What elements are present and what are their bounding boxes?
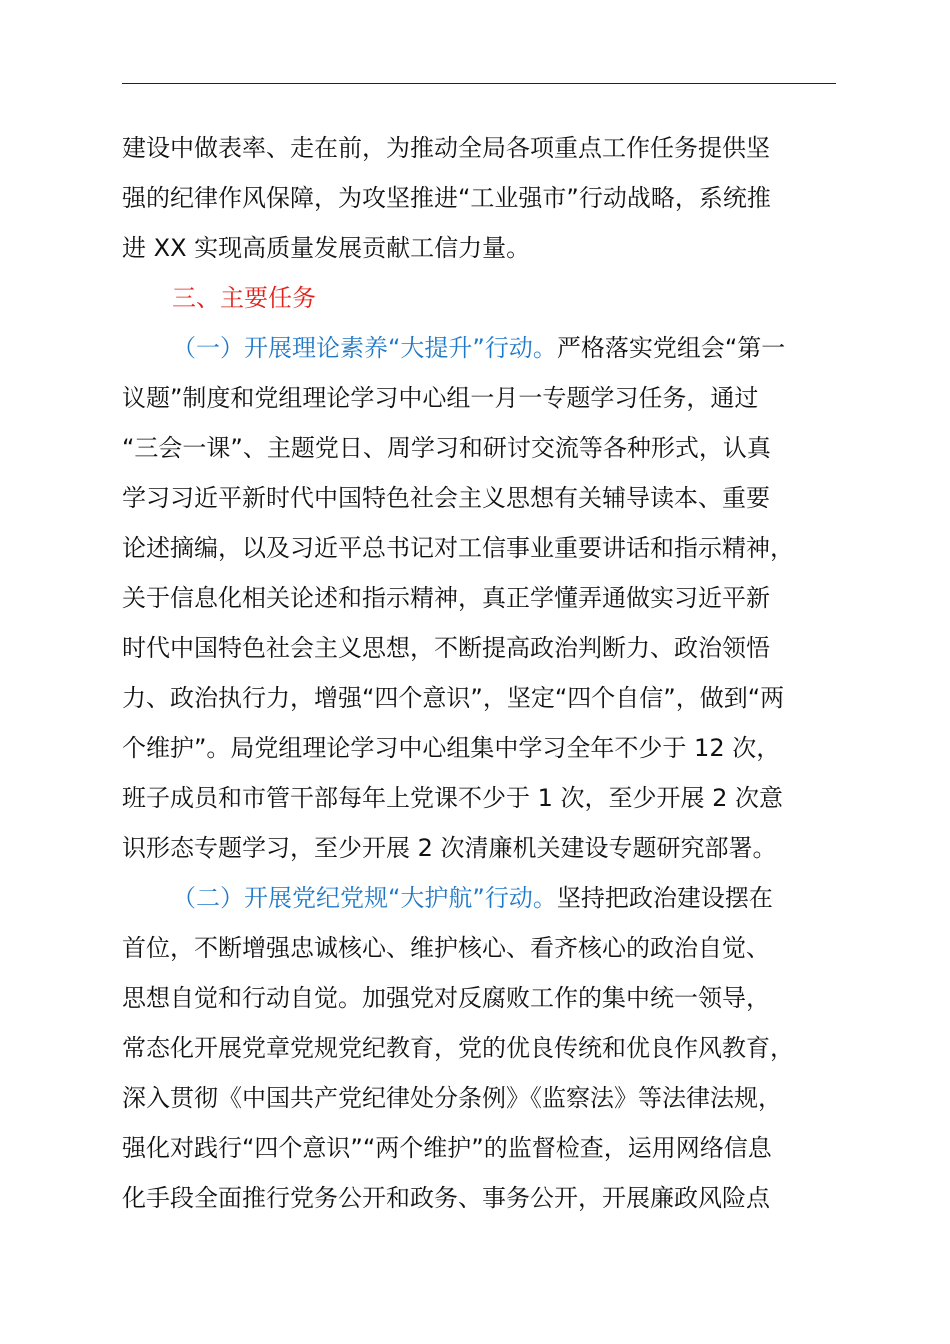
paragraph-line: 化手段全面推行党务公开和政务、事务公开，开展廉政风险点	[122, 1184, 770, 1212]
paragraph-line: 首位，不断增强忠诚核心、维护核心、看齐核心的政治自觉、	[122, 934, 770, 962]
paragraph-line: 关于信息化相关论述和指示精神，真正学懂弄通做实习近平新	[122, 584, 770, 612]
section-heading: 三、主要任务	[172, 284, 316, 312]
paragraph-line: 思想自觉和行动自觉。加强党对反腐败工作的集中统一领导，	[122, 984, 770, 1012]
item2-first-line-text: 坚持把政治建设摆在	[556, 884, 773, 912]
paragraph-line: 识形态专题学习，至少开展 2 次清廉机关建设专题研究部署。	[122, 834, 777, 862]
item2-first-line	[172, 881, 773, 915]
paragraph-line: 强的纪律作风保障，为攻坚推进“工业强市”行动战略，系统推	[122, 184, 771, 212]
paragraph-line: 强化对践行“四个意识”“两个维护”的监督检查，运用网络信息	[122, 1134, 772, 1162]
paragraph-line: 时代中国特色社会主义思想，不断提高政治判断力、政治领悟	[122, 634, 770, 662]
item1-first-line	[172, 331, 785, 365]
item2-heading: （二）开展党纪党规“大护航”行动。	[172, 884, 557, 912]
paragraph-line: 学习习近平新时代中国特色社会主义思想有关辅导读本、重要	[122, 484, 770, 512]
paragraph-line: 力、政治执行力，增强“四个意识”，坚定“四个自信”，做到“两	[122, 684, 785, 712]
paragraph-line: 议题”制度和党组理论学习中心组一月一专题学习任务，通过	[122, 384, 759, 412]
paragraph-line: 进 XX 实现高质量发展贡献工信力量。	[122, 234, 531, 262]
item1-heading: （一）开展理论素养“大提升”行动。	[172, 334, 557, 362]
paragraph-line: 建设中做表率、走在前，为推动全局各项重点工作任务提供坚	[122, 134, 770, 162]
paragraph-line: “三会一课”、主题党日、周学习和研讨交流等各种形式，认真	[122, 434, 771, 462]
item1-first-line-text: 严格落实党组会“第一	[556, 334, 786, 362]
header-rule	[122, 83, 836, 84]
paragraph-line: 常态化开展党章党规党纪教育，党的优良传统和优良作风教育，	[122, 1034, 794, 1062]
paragraph-line: 深入贯彻《中国共产党纪律处分条例》《监察法》等法律法规，	[122, 1084, 782, 1112]
paragraph-line: 班子成员和市管干部每年上党课不少于 1 次，至少开展 2 次意	[122, 784, 784, 812]
paragraph-line: 论述摘编，以及习近平总书记对工信事业重要讲话和指示精神，	[122, 534, 794, 562]
paragraph-line: 个维护”。局党组理论学习中心组集中学习全年不少于 12 次，	[122, 734, 781, 762]
